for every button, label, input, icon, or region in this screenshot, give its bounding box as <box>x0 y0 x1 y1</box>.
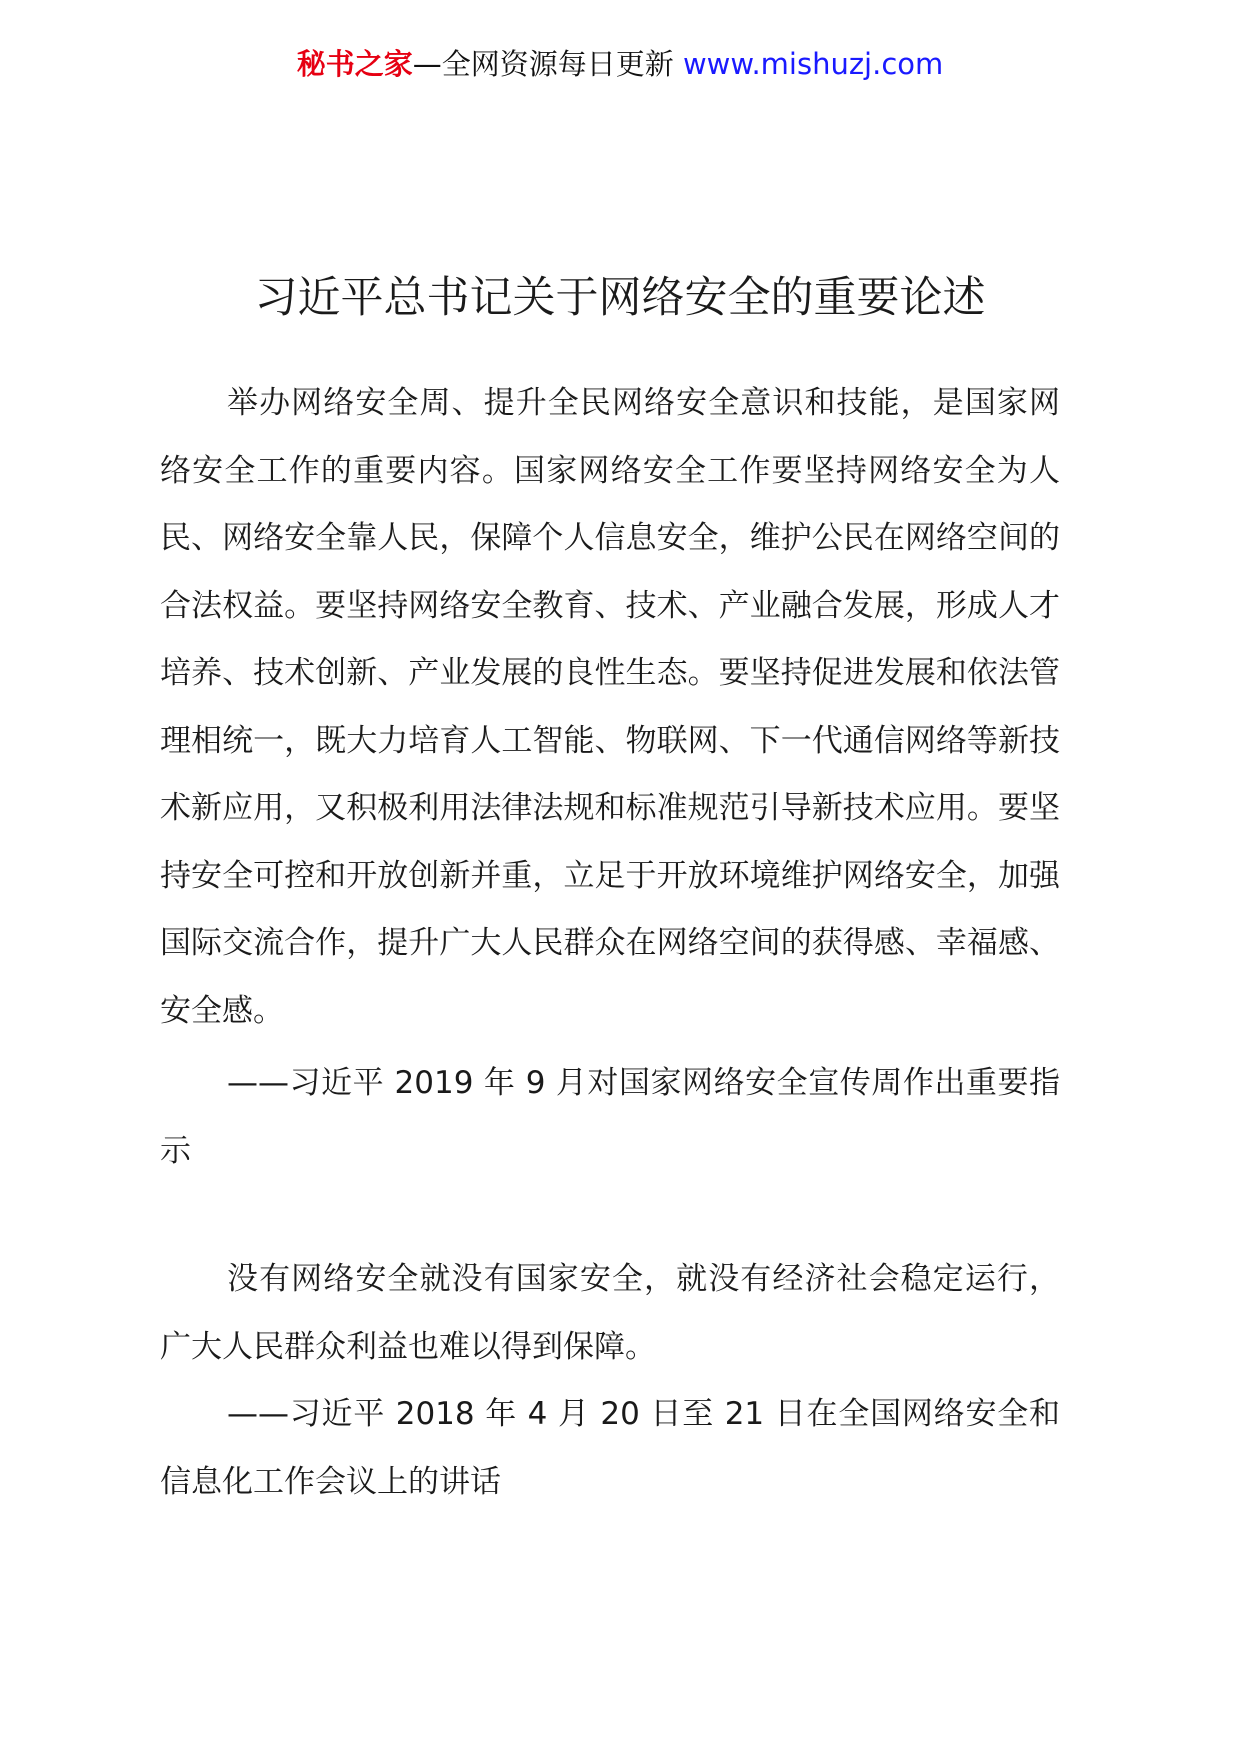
body-paragraph-1: 举办网络安全周、提升全民网络安全意识和技能，是国家网络安全工作的重要内容。国家网络安全工作要坚持网络安全为人民、网络安全靠人民，保障个人信息安全，维护公民在网络空间的合法权益。要坚持网络安全教育、技术、产业融合发展，形成人才培养、技术创新、产业发展的良性生态。要坚持促进发展和依法管理相统一，既大力培育人工智能、物联网、下一代通信网络等新技术新应用，又积极利用法律法规和标准规范引导新技术应用。要坚持安全可控和开放创新并重，立足于开放环境维护网络安全，加强国际交流合作，提升广大人民群众在网络空间的获得感、幸福感、安全感。 <box>160 385 1060 1029</box>
document-title: 习近平总书记关于网络安全的重要论述 <box>254 273 986 323</box>
site-url-link[interactable]: www.mishuzj.com <box>682 47 944 81</box>
header-tagline: —全网资源每日更新 <box>412 47 674 81</box>
body-paragraph-2: 没有网络安全就没有国家安全，就没有经济社会稳定运行，广大人民群众利益也难以得到保障。 <box>160 1261 1060 1365</box>
source-attribution-1: ——习近平 2019 年 9 月对国家网络安全宣传周作出重要指示 <box>160 1065 1060 1169</box>
page-header <box>0 44 1240 84</box>
brand-name: 秘书之家 <box>296 47 413 81</box>
source-attribution-2: ——习近平 2018 年 4 月 20 日至 21 日在全国网络安全和信息化工作会议上的讲话 <box>160 1396 1060 1500</box>
